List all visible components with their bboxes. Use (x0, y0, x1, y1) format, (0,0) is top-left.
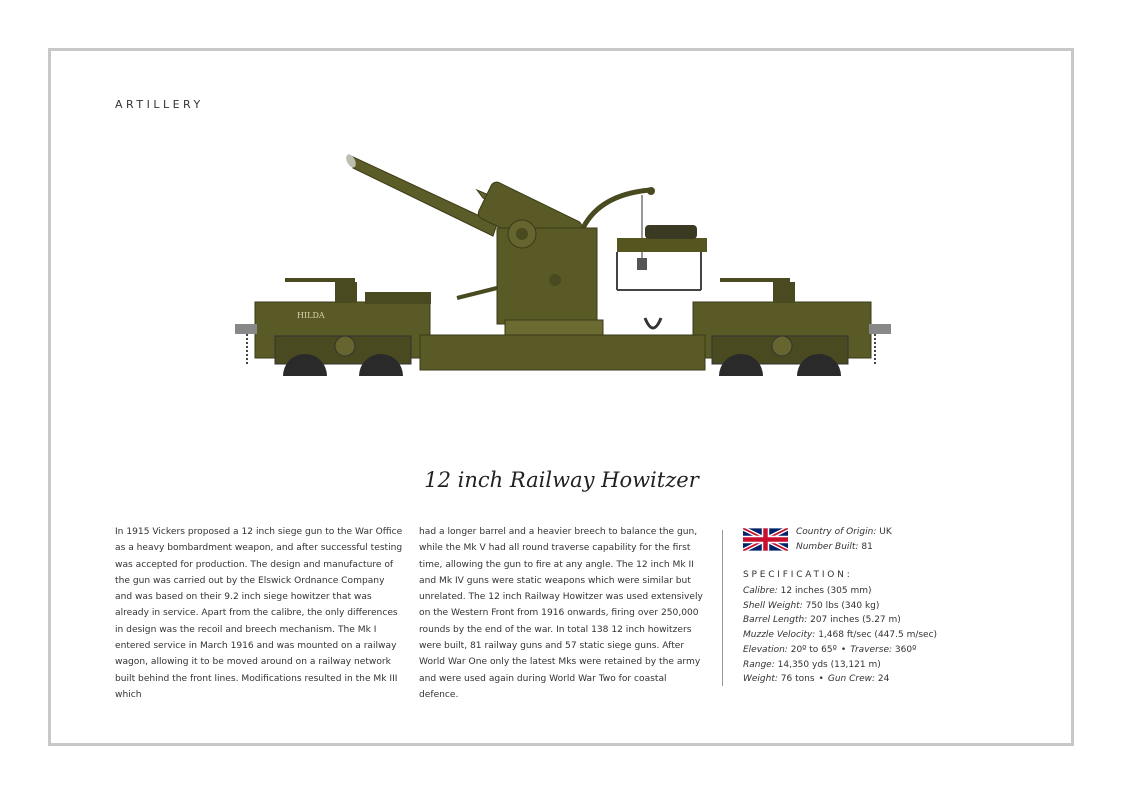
spec-row-shell-weight (743, 599, 937, 614)
origin-block (796, 525, 892, 554)
nameplate-label: HILDA (297, 311, 325, 320)
spec-row-barrel-length (743, 613, 937, 628)
spec-value: 1,468 ft/sec (447.5 m/sec) (818, 630, 938, 641)
gun-mounting (457, 220, 603, 350)
description-column-2: had a longer barrel and a heavier breech to balance the gun, while the Mk V had all round traverse capability for the first time, allowing the gun to fire at any angle. The 12 inch Mk II and Mk IV guns were static weapons which were similar but unrelated. The 12 inch Railway Howitzer was used extensively on the Western Front from 1916 onwards, firing over 250,000 rounds by the end of the war. In total 138 12 inch howitzers were built, 81 railway guns and 57 static siege guns. After World War One only the latest Mks were retained by the army and were used again during World War Two for coastal defence. (419, 527, 703, 700)
spec-value: 76 tons (780, 674, 815, 685)
spec-row-calibre (743, 584, 937, 599)
spec-label: Calibre: (743, 586, 778, 596)
spec-value: 750 lbs (340 kg) (805, 600, 880, 611)
spec-label: Barrel Length: (743, 615, 808, 626)
description-column-1: In 1915 Vickers proposed a 12 inch siege gun to the War Office as a heavy bombardment weapon, and after successful testing was accepted for production. The design and manufacture of the gun was carried out by the Elswick Ordnance Company and was based on their 9.2 inch siege howitzer that was already in service. Apart from the calibre, the only differences in design was the recoil and breech mechanism. The Mk I entered service in March 1916 and was mounted on a railway wagon, allowing it to be moved around on a railway network built behind the front lines. Modifications resulted in the Mk III which (115, 527, 403, 700)
category-label: ARTILLERY (115, 98, 204, 111)
spec-row-weight-crew (743, 672, 937, 687)
spec-label: Traverse: (850, 644, 893, 655)
spec-label: Muzzle Velocity: (743, 630, 816, 641)
spec-value: 14,350 yds (13,121 m) (777, 659, 881, 670)
spec-row-range (743, 658, 937, 673)
built-value: 81 (861, 541, 873, 552)
spec-label: Elevation: (743, 644, 788, 655)
specification-list (743, 584, 937, 687)
spec-label: Weight: (743, 674, 778, 685)
spec-separator: • (818, 674, 824, 685)
spec-label: Shell Weight: (743, 600, 803, 611)
page-title: 12 inch Railway Howitzer (424, 468, 699, 492)
spec-label: Gun Crew: (827, 674, 876, 685)
spec-value: 12 inches (305 mm) (780, 586, 872, 596)
union-jack-flag-icon (743, 528, 788, 551)
spec-value: 207 inches (5.27 m) (810, 615, 901, 626)
specification-heading: SPECIFICATION: (743, 570, 853, 580)
railway-howitzer-illustration (225, 140, 905, 390)
origin-label: Country of Origin: (796, 527, 877, 537)
column-divider (722, 530, 723, 686)
bogie-front (275, 336, 411, 376)
spec-row-muzzle-velocity (743, 628, 937, 643)
spec-separator: • (840, 644, 847, 655)
origin-value: UK (879, 527, 892, 537)
spec-row-elevation-traverse (743, 643, 937, 658)
built-label: Number Built: (796, 541, 859, 552)
spec-label: Range: (743, 659, 775, 670)
bogie-rear (712, 336, 848, 376)
spec-value: 24 (877, 674, 890, 685)
spec-value: 360º (894, 644, 917, 655)
spec-value: 20º to 65º (790, 644, 837, 655)
